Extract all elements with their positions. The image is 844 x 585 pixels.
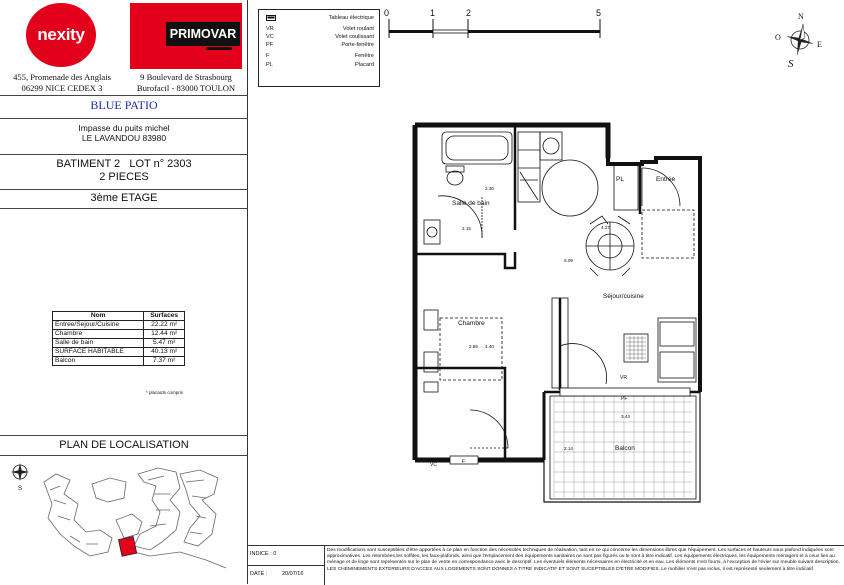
legend-text: Tableau électrique	[328, 15, 374, 21]
legend-item	[266, 42, 374, 49]
legend-text: Volet coulissant	[335, 34, 374, 40]
dimension: 3.44	[621, 414, 630, 419]
date-value: 20/07/16	[282, 571, 304, 577]
floor-label: 3ème ETAGE	[90, 192, 158, 204]
project-address	[0, 123, 248, 143]
scale-bar	[386, 18, 606, 40]
nexity-address-line1: 455, Promenade des Anglais	[13, 72, 111, 82]
divider	[0, 95, 248, 96]
table-row	[53, 321, 185, 330]
legend-key: F	[266, 53, 270, 59]
primovar-logo	[130, 3, 242, 69]
nexity-address	[2, 72, 122, 94]
legend-key: PF	[266, 42, 274, 48]
legend-key: VR	[266, 26, 274, 32]
index-label: INDICE : 0	[250, 551, 277, 557]
footer	[248, 545, 844, 585]
disclaimer: Des modifications sont susceptibles d'être apportées à ce plan en fonction des nécessités techniques de réalisation, tant en ce qui concerne les dimensions libres que l'équipement. Les surfaces et hauteurs sous plafond indiquées sont approximatives. Les retombées,les soffites, les faux-plafonds, ainsi que l'emplacement des équipements sanitaires ne sont pas figurés ou le sont à titre indicatif. Les équipements électriques, les équipements ménagers et à ceux lies au ménage et de linge sont représentés sur le plan de vente en correspondance avec le descriptif. Les éventuels éléments nécessaires en électricité et en eau. Les éléments n'est fourni, à l'exception de l'évier sur meuble suivant description. LES CHEMINEMENTS EXTERIEURS D'ACCES AUX LOGEMENTS SONT DONNES A TITRE INDICATIF ET SONT SUCEPTIBLES D'ETRE MODIFIES. Le mobilier n'est pas inclus, il est représenté seulement à titre indicatif.	[327, 548, 840, 572]
project-street: Impasse du puits michel	[78, 123, 170, 133]
dimension: 4.40	[485, 344, 494, 349]
room-name: Balcon	[53, 357, 144, 366]
room-name: SURFACE HABITABLE	[53, 348, 144, 357]
compass-rose-icon	[783, 20, 817, 60]
project-name: BLUE PATIO	[90, 98, 158, 112]
legend-item	[266, 53, 374, 60]
table-row	[53, 339, 185, 348]
dimension: 4.27	[601, 225, 610, 230]
legend-item	[266, 62, 374, 69]
compass-e: E	[817, 40, 822, 49]
legend-key: VC	[266, 34, 274, 40]
svg-text:S: S	[18, 486, 23, 492]
divider	[0, 189, 248, 190]
room-label-balcony: Balcon	[615, 445, 635, 452]
location-site-map	[30, 460, 245, 580]
lot-number: LOT n° 2303	[129, 158, 192, 170]
index-cell	[248, 546, 325, 566]
room-name: Entree/Sejour/Cuisine	[53, 321, 144, 330]
primovar-logo-text: PRIMOVAR	[166, 22, 240, 46]
compass-s: S	[788, 58, 794, 70]
room-label-living: Séjour/cuisine	[603, 293, 644, 300]
nexity-logo	[26, 3, 96, 67]
divider	[0, 118, 248, 119]
room-surface: 5.47 m²	[144, 339, 185, 348]
room-surface: 7.37 m²	[144, 357, 185, 366]
room-label-bedroom: Chambre	[458, 320, 485, 327]
room-label-bathroom: Salle de bain	[452, 200, 490, 207]
compass-n: N	[798, 12, 804, 21]
table-row	[53, 330, 185, 339]
divider	[0, 154, 248, 155]
table-row	[53, 357, 185, 366]
divider	[0, 208, 248, 209]
dimension: 2.30	[485, 186, 494, 191]
plan-label-vc: VC	[430, 462, 437, 468]
legend-item	[266, 34, 374, 41]
plan-label-vr: VR	[620, 375, 627, 381]
table-header-row	[53, 312, 185, 321]
room-surface: 40.13 m²	[144, 348, 185, 357]
date-label: DATE :	[250, 571, 268, 577]
surfaces-note: * placards compris	[146, 390, 184, 395]
building-label: BATIMENT 2	[56, 158, 121, 170]
plan-label-f: F	[462, 459, 466, 465]
nexity-logo-text: nexity	[37, 25, 85, 44]
title-block	[0, 0, 248, 584]
legend-text: Fenêtre	[354, 53, 374, 59]
legend-text: Volet roulant	[342, 26, 374, 32]
header-surface: Surfaces	[144, 312, 185, 321]
location-plan-title: PLAN DE LOCALISATION	[59, 439, 189, 451]
room-label-pl: PL	[616, 176, 624, 183]
primovar-logo-underline	[206, 47, 232, 50]
primovar-address	[126, 72, 246, 94]
surfaces-table	[52, 311, 185, 366]
lot-info	[0, 158, 248, 184]
primovar-address-line1: 9 Boulevard de Strasbourg	[140, 72, 232, 82]
table-row	[53, 348, 185, 357]
dimension: 6.09	[564, 258, 573, 263]
dimension: 2.14	[564, 446, 573, 451]
scale-label-0: 0	[384, 8, 390, 18]
scale-label-1: 1	[430, 8, 436, 18]
primovar-address-line2: Burofacil - 83000 TOULON	[136, 83, 236, 93]
room-name: Salle de bain	[53, 339, 144, 348]
legend-key: PL	[266, 62, 273, 68]
legend-text: Placard	[355, 62, 374, 68]
scale-label-2: 2	[466, 8, 472, 18]
date-cell	[248, 565, 325, 585]
legend-text: Porte-fenêtre	[341, 42, 374, 48]
divider	[0, 455, 248, 456]
legend-box	[258, 9, 380, 87]
lot-location-marker	[118, 537, 136, 557]
room-name: Chambre	[53, 330, 144, 339]
nexity-address-line2: 06299 NICE CEDEX 3	[21, 83, 103, 93]
legend-item	[266, 15, 374, 22]
header-name: Nom	[53, 312, 144, 321]
divider	[0, 435, 248, 436]
room-surface: 12.44 m²	[144, 330, 185, 339]
rug-texture	[626, 336, 646, 360]
dimension: 2.15	[462, 226, 471, 231]
location-compass-icon	[8, 460, 32, 492]
plan-label-pf: PF	[621, 396, 628, 402]
scale-label-5: 5	[596, 8, 602, 18]
dimension: 2.86	[469, 344, 478, 349]
electrical-panel-icon	[266, 15, 276, 21]
rooms-label: 2 PIECES	[99, 171, 149, 183]
project-city: LE LAVANDOU 83980	[81, 133, 167, 143]
room-label-entry: Entrée	[656, 176, 676, 183]
compass-o: O	[775, 33, 781, 42]
room-surface: 22.22 m²	[144, 321, 185, 330]
legend-item	[266, 26, 374, 33]
